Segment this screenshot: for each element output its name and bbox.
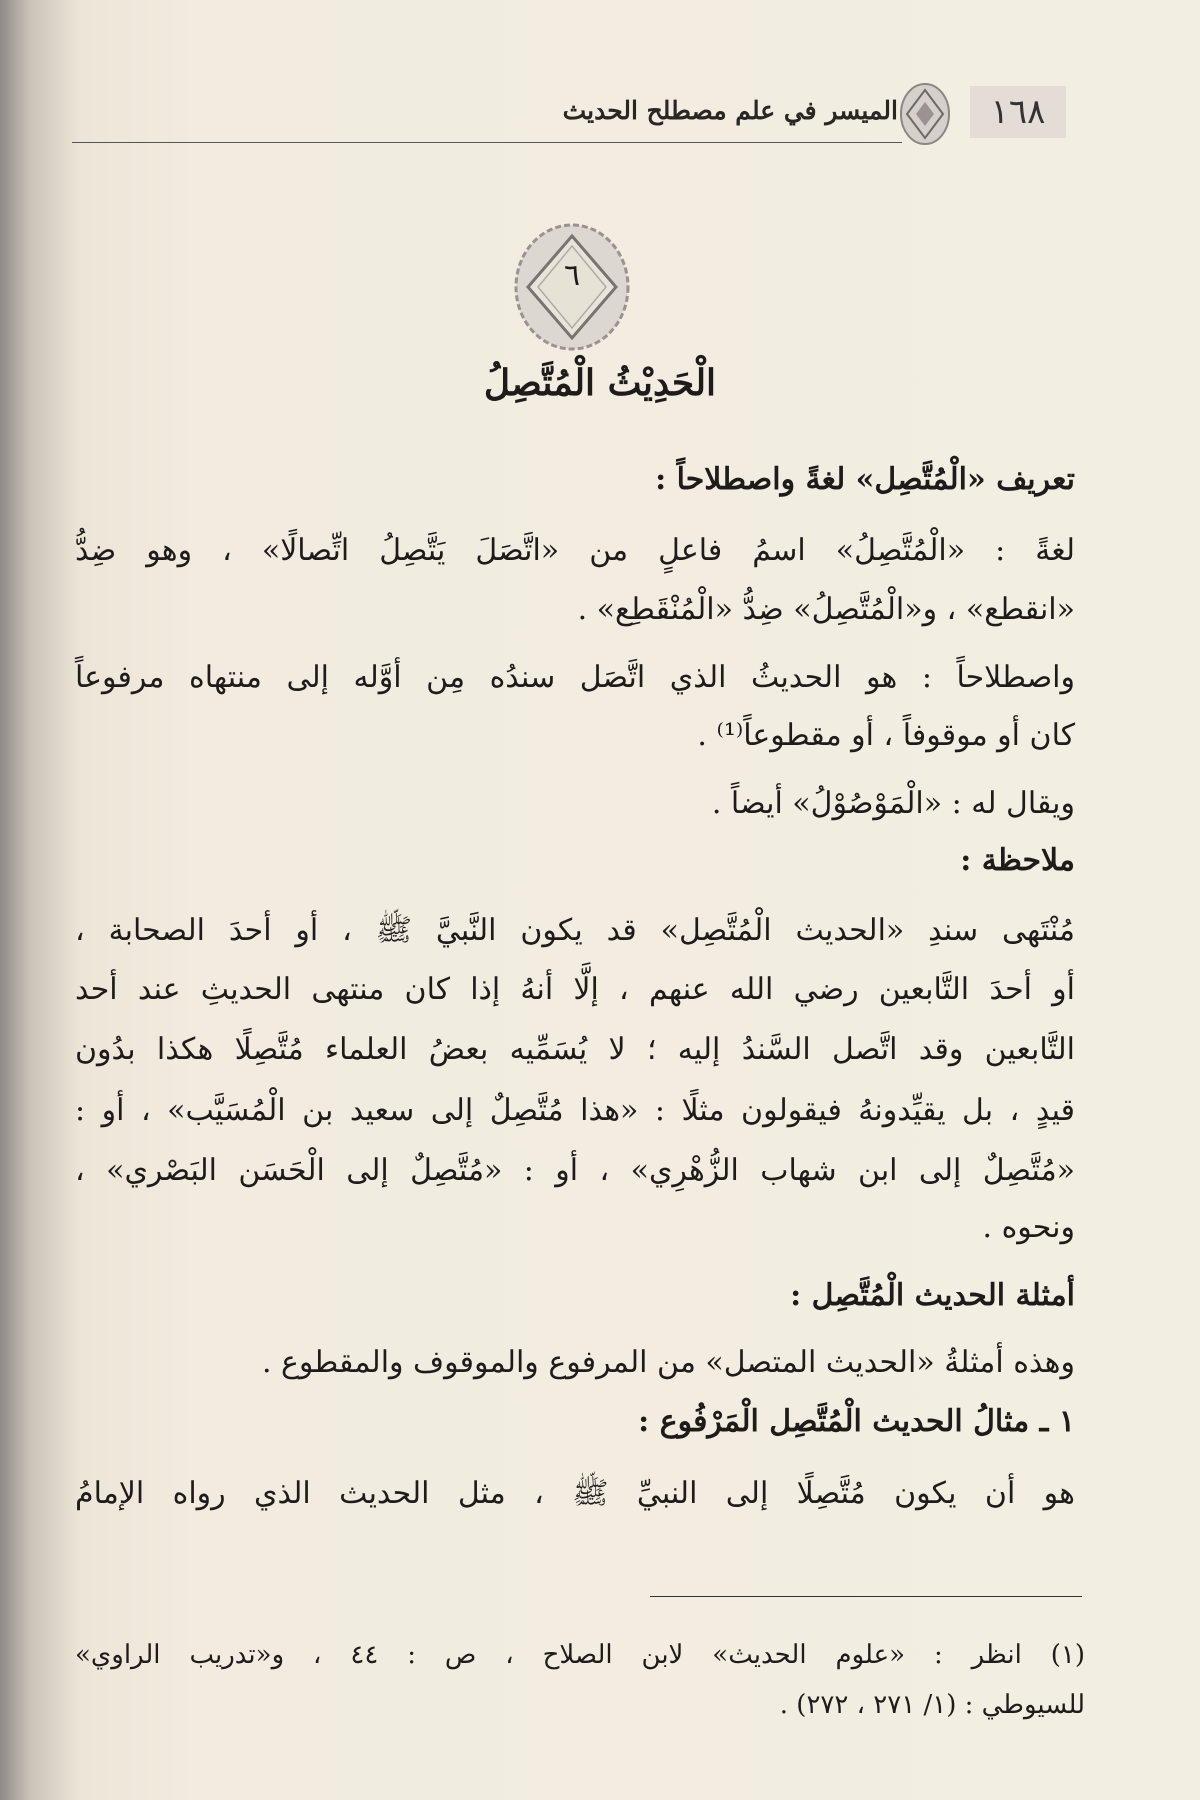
body-line: «مُتَّصِلٌ إلى ابن شهاب الزُّهْرِي» ، أو : «مُتَّصِلٌ إلى الْحَسَن البَصْري» ، (75, 1153, 1075, 1188)
body-line: واصطلاحاً : هو الحديثُ الذي اتَّصَل سندُه مِن أوَّله إلى منتهاه مرفوعاً (75, 660, 1075, 695)
header-divider (72, 142, 902, 143)
body-line: التَّابعين وقد اتَّصل السَّندُ إليه ؛ لا يُسَمِّيه بعضُ العلماء مُتَّصِلًا هكذا بدُون (75, 1032, 1075, 1067)
body-line: كان أو موقوفاً ، أو مقطوعاً⁽¹⁾ . (697, 718, 1075, 753)
page-number-text: ١٦٨ (990, 92, 1046, 132)
section-heading: تعريف «الْمُتَّصِل» لغةً واصطلاحاً : (655, 462, 1075, 497)
body-line: لغةً : «الْمُتَّصِلُ» اسمُ فاعلٍ من «اتَّصَلَ يَتَّصِلُ اتِّصالًا» ، وهو ضِدُّ (75, 533, 1075, 568)
footnote-line: (١) انظر : «علوم الحديث» لابن الصلاح ، ص : ٤٤ ، و«تدريب الراوي» (75, 1640, 1085, 1670)
body-line: ونحوه . (982, 1210, 1075, 1245)
body-line: وهذه أمثلةُ «الحديث المتصل» من المرفوع والموقوف والمقطوع . (261, 1345, 1075, 1380)
section-heading: ١ ـ مثالُ الحديث الْمُتَّصِل الْمَرْفُوع : (638, 1404, 1075, 1439)
body-line: «انقطع» ، و«الْمُتَّصِلُ» ضِدُّ «الْمُنْقَطِع» . (577, 592, 1075, 627)
section-heading: أمثلة الحديث الْمُتَّصِل : (790, 1278, 1075, 1313)
page-number (970, 86, 1066, 138)
body-line: ويقال له : «الْمَوْصُوْلُ» أيضاً . (711, 786, 1075, 821)
section-heading: ملاحظة : (960, 843, 1075, 878)
chapter-number: ٦ (563, 258, 581, 293)
footnote-line: للسيوطي : (١/ ٢٧١ ، ٢٧٢) . (779, 1690, 1085, 1720)
body-line: مُنْتَهى سندِ «الحديث الْمُتَّصِل» قد يكون النَّبيَّ ﷺ ، أو أحدَ الصحابة ، (75, 913, 1075, 948)
ornament-icon (898, 82, 952, 146)
body-line: أو أحدَ التَّابعين رضي الله عنهم ، إلَّا أنهُ إذا كان منتهى الحديثِ عند أحد (75, 972, 1075, 1007)
body-line: هو أن يكون مُتَّصِلًا إلى النبيِّ ﷺ ، مثل الحديث الذي رواه الإمامُ (75, 1476, 1075, 1511)
running-title: الميسر في علم مصطلح الحديث (562, 96, 898, 125)
footnote-divider (650, 1596, 1082, 1597)
chapter-title: الْحَدِيْثُ الْمُتَّصِلُ (483, 362, 717, 404)
body-line: قيدٍ ، بل يقيِّدونهُ فيقولون مثلًا : «هذا مُتَّصِلٌ إلى سعيد بن الْمُسَيَّب» ، أو : (75, 1093, 1075, 1128)
